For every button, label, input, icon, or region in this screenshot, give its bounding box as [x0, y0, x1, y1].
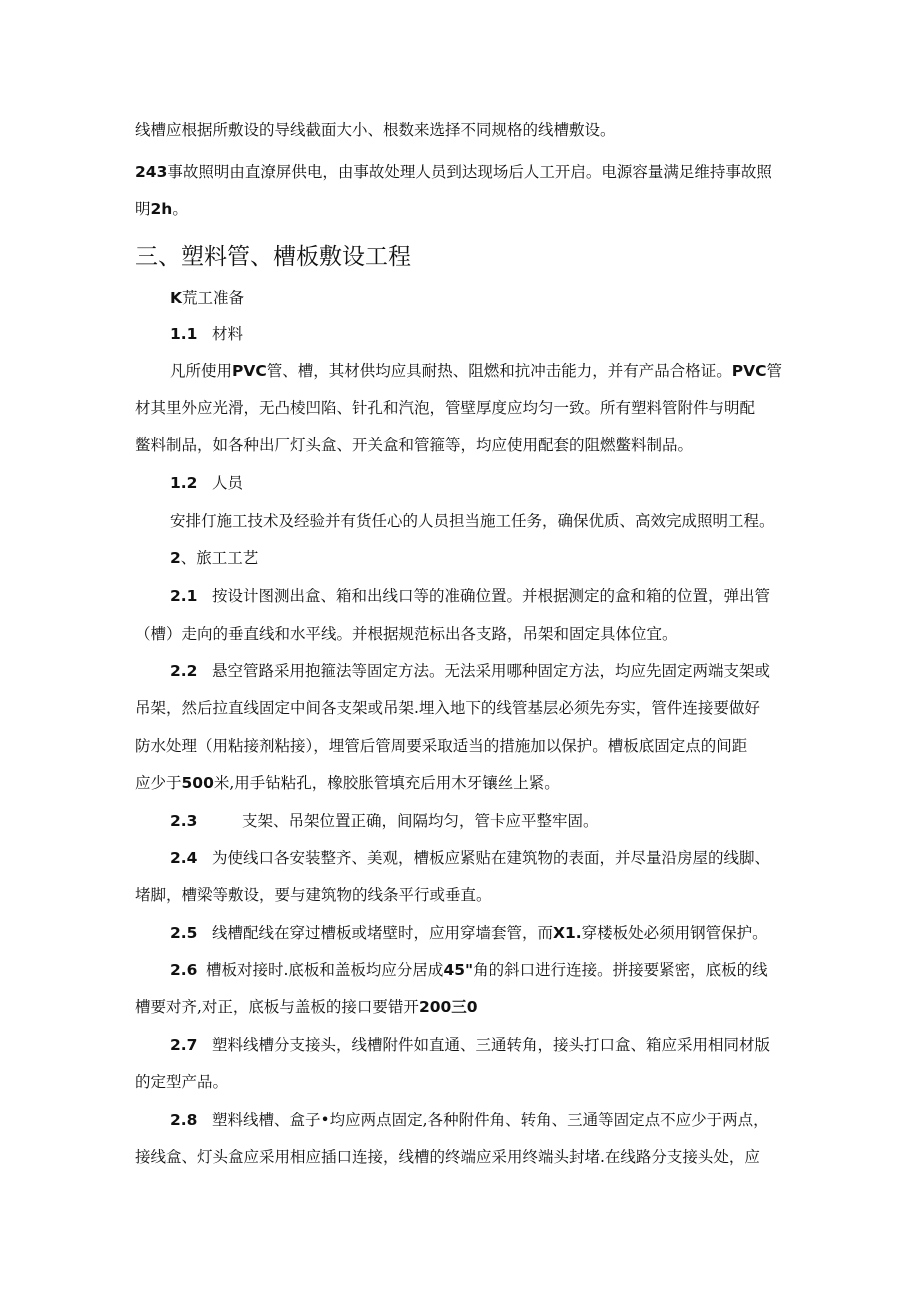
paragraph-line: 线槽应根据所敷设的导线截面大小、根数来选择不同规格的线槽敷设。: [135, 121, 616, 139]
paragraph-line: 明2h。: [135, 200, 188, 218]
section-number: 243: [135, 163, 168, 181]
paragraph-line: 的定型产品。: [135, 1073, 229, 1091]
subsection-title: 1.2 人员: [170, 474, 244, 492]
paragraph-line: 2.3 支架、吊架位置正确，间隔均匀，管卡应平整牢固。: [170, 812, 599, 830]
paragraph-line: 2.6 槽板对接时.底板和盖板均应分居成45"角的斜口进行连接。拼接要紧密，底板的线: [170, 961, 768, 979]
paragraph-line: 2.8 塑料线槽、盒子•均应两点固定,各种附件角、转角、三通等固定点不应少于两点，: [170, 1111, 769, 1129]
paragraph-line: （槽）走向的垂直线和水平线。并根据规范标出各支路，吊架和固定具体位宜。: [135, 625, 678, 643]
paragraph-line: 鳖料制品，如各种出厂灯头盒、开关盒和管箍等，均应使用配套的阻燃鳖料制品。: [135, 436, 694, 454]
section-heading: 三、塑料管、槽板敷设工程: [135, 244, 411, 270]
paragraph-line: 材其里外应光滑，无凸棱凹陷、针孔和汽泡，管壁厚度应均匀一致。所有塑料管附件与明配: [135, 399, 756, 417]
paragraph-line: 凡所使用PVC管、槽，其材供均应具耐热、阻燃和抗冲击能力，并有产品合格证。PVC管: [170, 362, 783, 380]
paragraph-line: 接线盒、灯头盒应采用相应插口连接，线槽的终端应采用终端头封堵.在线路分支接头处，应: [135, 1148, 760, 1166]
subsection-title: 1.1 材料: [170, 325, 244, 343]
paragraph-line: 安排仃施工技术及经验并有货任心的人员担当施工任务，确保优质、高效完成照明工程。: [170, 512, 775, 530]
paragraph-line: 吊架，然后拉直线固定中间各支架或吊架.埋入地下的线管基层必须先夯实，管件连接要做好: [135, 699, 760, 717]
paragraph-line: 2.5 线槽配线在穿过槽板或堵壁时，应用穿墙套管，而X1.穿楼板处必须用钢管保护。: [170, 924, 768, 942]
paragraph-line: 2.1 按设计图测出盒、箱和出线口等的准确位置。并根据测定的盒和箱的位置，弹出管: [170, 587, 771, 605]
subsection-title: K荒工准备: [170, 289, 245, 307]
paragraph-line: 243事故照明由直潦屏供电，由事故处理人员到达现场后人工开启。电源容量满足维持事故照: [135, 163, 772, 181]
paragraph-line: 应少于500米,用手钻粘孔，橡胶胀管填充后用木牙镶丝上紧。: [135, 774, 560, 792]
paragraph-line: 2.7 塑料线槽分支接头，线槽附件如直通、三通转角，接头打口盒、箱应采用相同材版: [170, 1036, 771, 1054]
paragraph-line: 2.2 悬空管路采用抱箍法等固定方法。无法采用哪种固定方法，均应先固定两端支架或: [170, 662, 771, 680]
paragraph-line: 2.4 为使线口各安装整齐、美观，槽板应紧贴在建筑物的表面，并尽量沿房屋的线脚、: [170, 849, 771, 867]
paragraph-line: 堵脚，槽梁等敷设，要与建筑物的线条平行或垂直。: [135, 886, 492, 904]
subsection-title: 2、旅工工艺: [170, 549, 259, 567]
paragraph-line: 槽要对齐,对正，底板与盖板的接口要错开200三0: [135, 998, 478, 1016]
paragraph-line: 防水处理（用粘接剂粘接），埋管后管周要采取适当的措施加以保护。槽板底固定点的间距: [135, 737, 748, 755]
